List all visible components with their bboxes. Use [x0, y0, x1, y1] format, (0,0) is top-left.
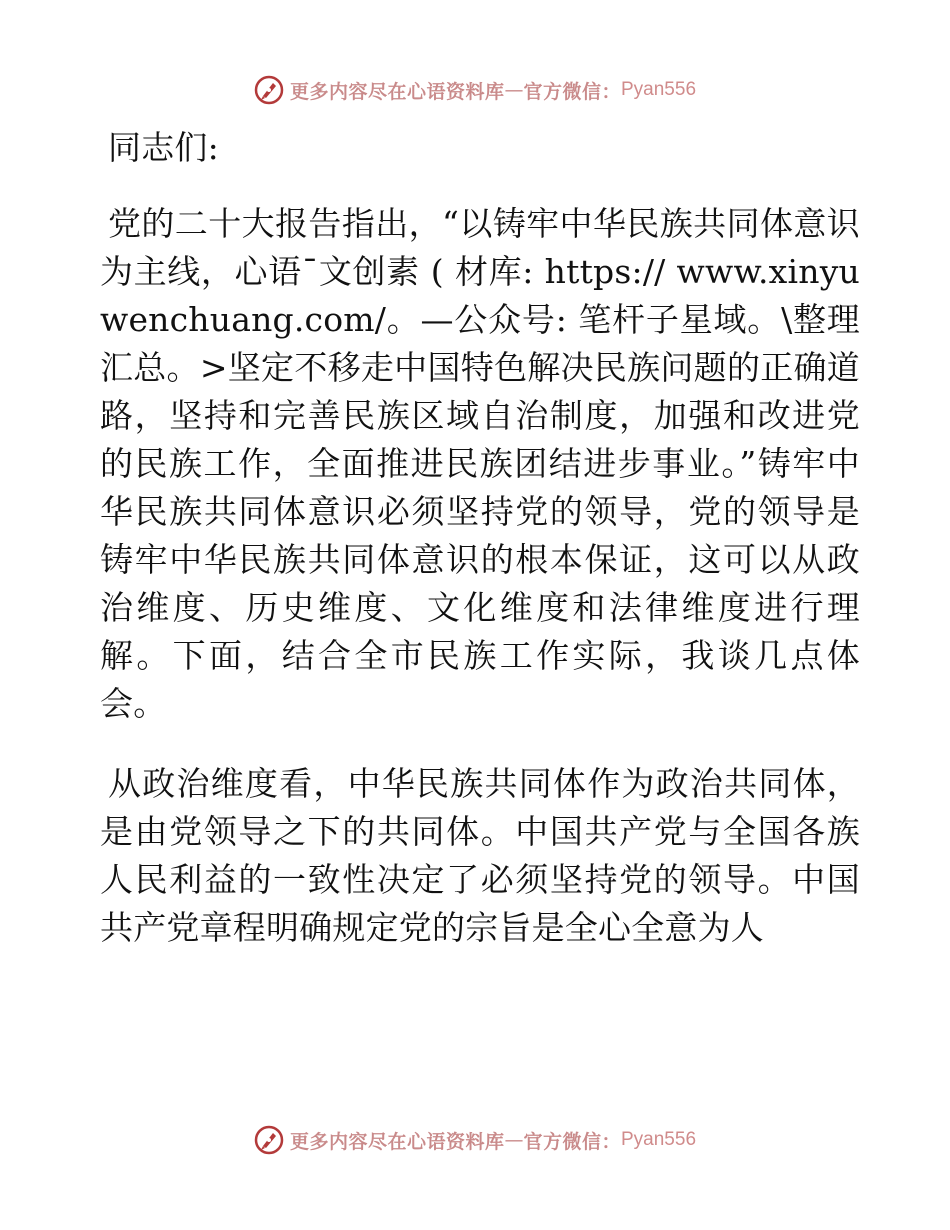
header-watermark-banner [0, 70, 950, 110]
banner-wechat-label: 官方微信： [523, 1130, 621, 1153]
banner-wechat-id: Pyan556 [621, 1129, 697, 1150]
banner-separator: — [504, 79, 524, 101]
banner-wechat-label: 官方微信： [523, 80, 621, 103]
paragraph-2: 从政治维度看，中华民族共同体作为政治共同体，是由党领导之下的共同体。中国共产党与全国各族人民利益的一致性决定了必须坚持党的领导。中国共产党章程明确规定党的宗旨是全心全意为人 [100, 764, 860, 947]
greeting: 同志们: [108, 128, 219, 167]
document-body [100, 124, 860, 984]
footer-watermark-banner [0, 1120, 950, 1160]
banner-wechat-id: Pyan556 [621, 79, 697, 100]
banner-text: 更多内容尽在心语资料库 [289, 80, 505, 103]
paragraph-1: 党的二十大报告指出，“以铸牢中华民族共同体意识为主线，心语¯文创素 ( 材库: https:// www.xinyuwenchuang.com/。—公众号: 笔杆子星域。\整理汇总。>坚定不移走中国特色解决民族问题的正确道路，坚持和完善民族区域自治制度，加强和改进党的民族工作，全面推进民族团结进步事业。”铸牢中华民族共同体意识必须坚持党的领导，党的领导是铸牢中华民族共同体意识的根本保证，这可以从政治维度、历史维度、文化维度和法律维度进行理解。下面，结合全市民族工作实际，我谈几点体会。 [100, 204, 860, 723]
banner-text: 更多内容尽在心语资料库 [289, 1130, 505, 1153]
pen-nib-logo-icon [254, 1125, 284, 1155]
pen-nib-logo-icon [254, 75, 284, 105]
banner-separator: — [504, 1129, 524, 1151]
